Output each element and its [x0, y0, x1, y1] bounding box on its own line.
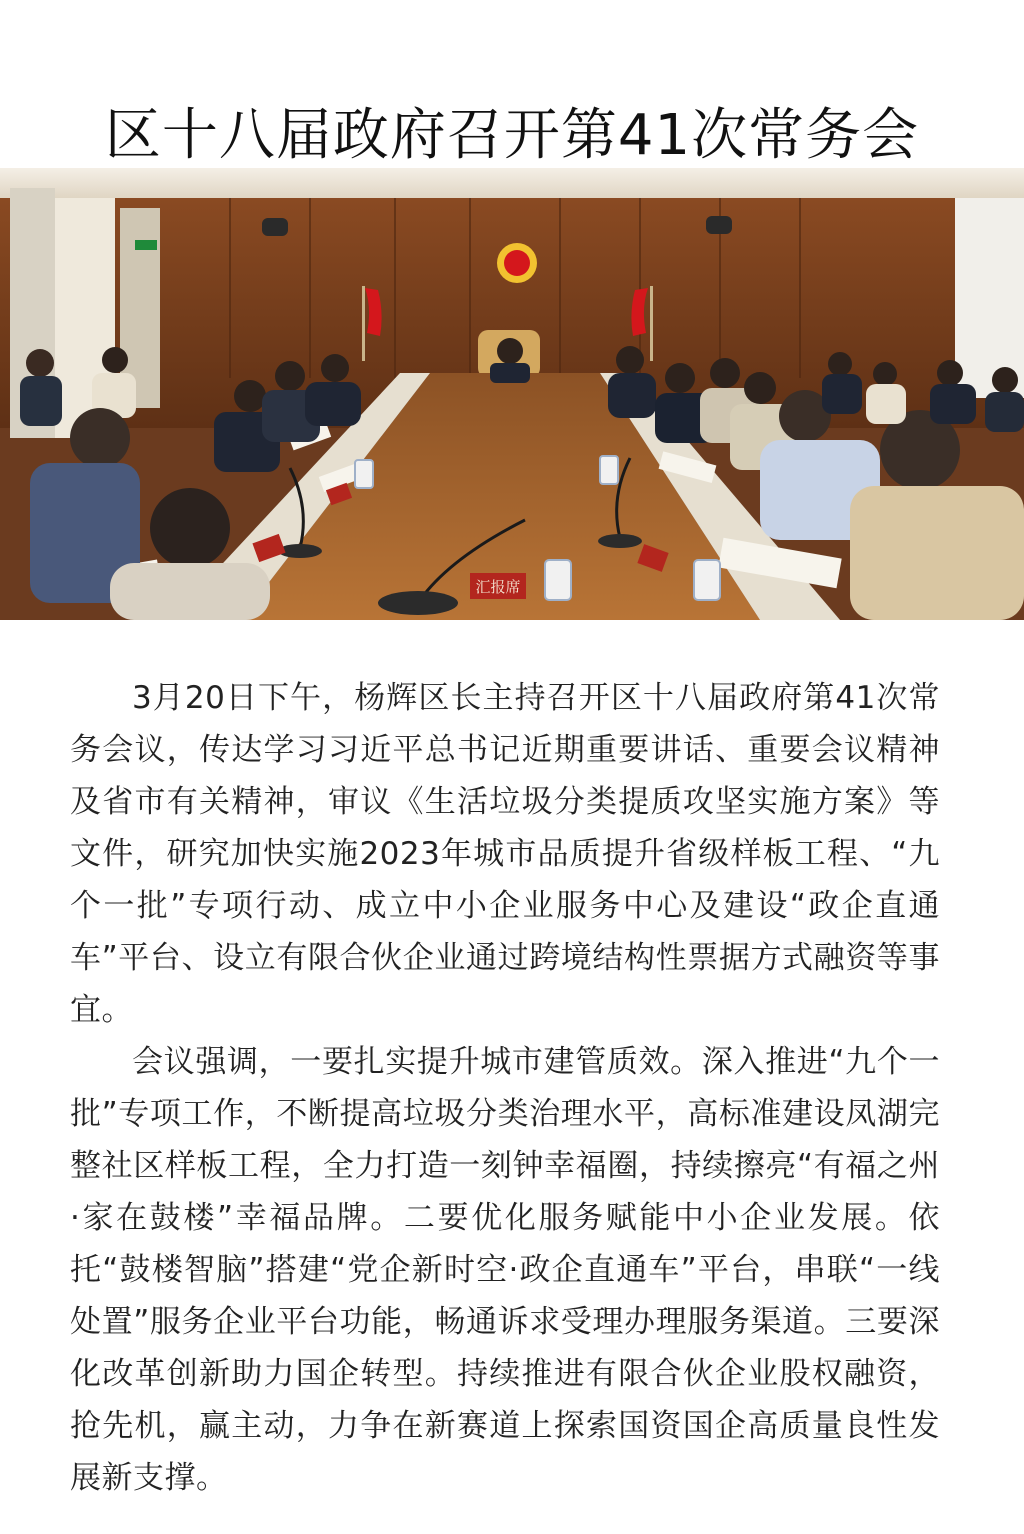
article-paragraph: 会议强调，一要扎实提升城市建管质效。深入推进“九个一批”专项工作，不断提高垃圾分类治理水平，高标准建设凤湖完整社区样板工程，全力打造一刻钟幸福圈，持续擦亮“有福之州·家在鼓楼”幸福品牌。二要优化服务赋能中小企业发展。依托“鼓楼智脑”搭建“党企新时空·政企直通车”平台，串联“一线处置”服务企业平台功能，畅通诉求受理办理服务渠道。三要深化改革创新助力国企转型。持续推进有限合伙企业股权融资，抢先机，赢主动，力争在新赛道上探索国资国企高质量良性发展新支撑。: [70, 1044, 940, 1496]
meeting-photo: [0, 168, 1024, 620]
desk-sign: [470, 573, 526, 599]
article-title: 区十八届政府召开第41次常务会: [104, 102, 920, 168]
article-paragraph: 3月20日下午，杨辉区长主持召开区十八届政府第41次常务会议，传达学习习近平总书记近期重要讲话、重要会议精神及省市有关精神，审议《生活垃圾分类提质攻坚实施方案》等文件，研究加快实施2023年城市品质提升省级样板工程、“九个一批”专项行动、成立中小企业服务中心及建设“政企直通车”平台、设立有限合伙企业通过跨境结构性票据方式融资等事宜。: [70, 680, 940, 1028]
desk-sign-label: 汇报席: [475, 579, 521, 596]
article-body: [70, 672, 940, 1504]
